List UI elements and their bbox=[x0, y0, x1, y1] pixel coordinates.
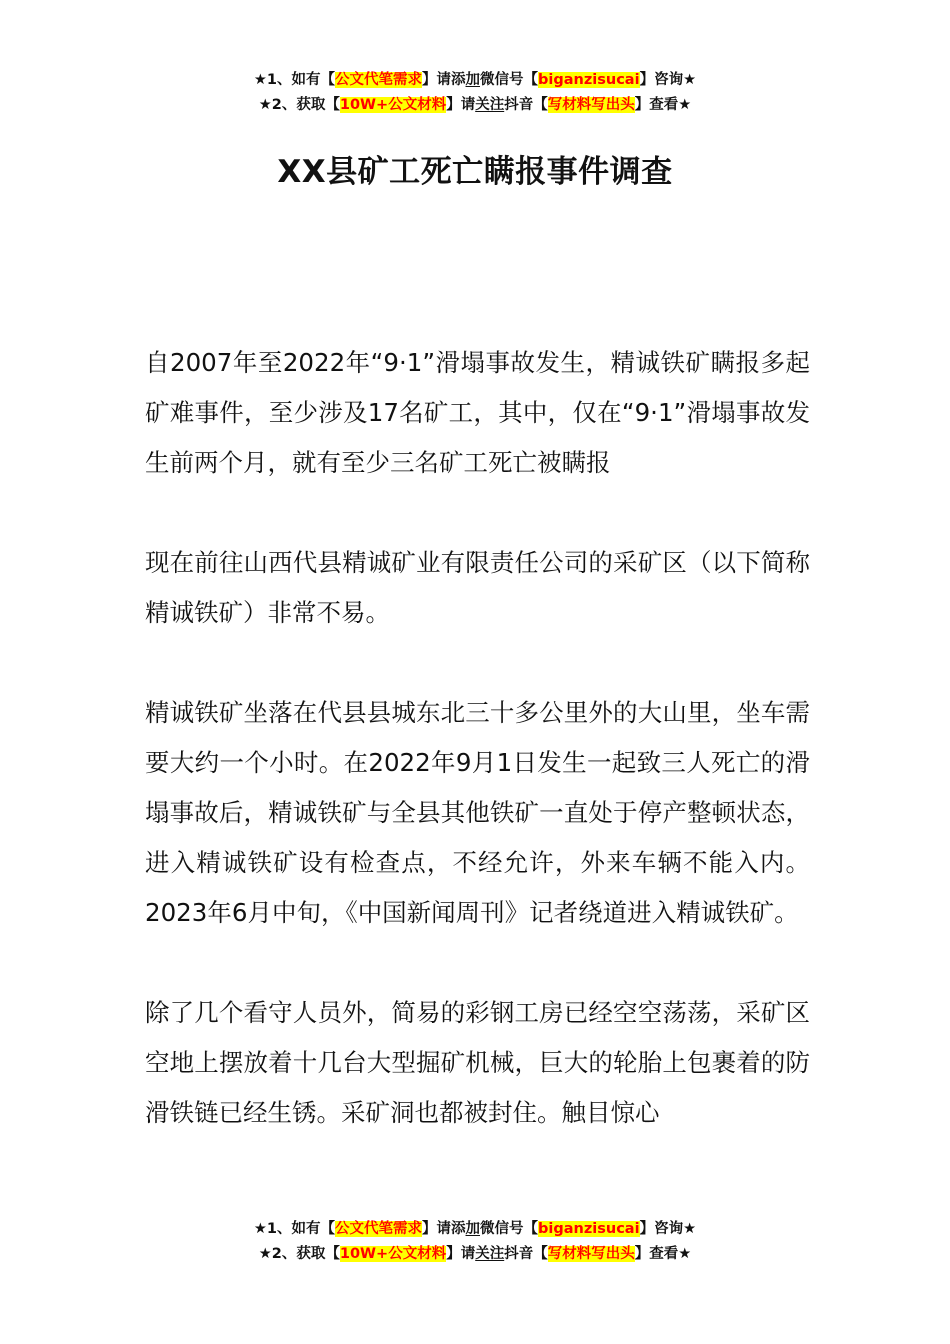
banner-highlight: 10W+公文材料 bbox=[339, 97, 447, 113]
banner-emphasis: 关注 bbox=[475, 97, 505, 113]
banner-highlight: 公文代笔需求 bbox=[335, 72, 423, 88]
banner-emphasis: 关注 bbox=[475, 1246, 505, 1262]
banner-text: ★2、获取【 bbox=[258, 97, 340, 113]
banner-wechat-id: biganzisucai bbox=[538, 72, 640, 88]
banner-highlight: 10W+公文材料 bbox=[339, 1246, 447, 1262]
document-body bbox=[145, 338, 810, 1188]
banner-text: 】查看★ bbox=[634, 1246, 692, 1262]
banner-text: 】请添 bbox=[422, 1221, 466, 1237]
banner-emphasis: 加 bbox=[465, 1221, 481, 1237]
banner-douyin-id: 写材料写出头 bbox=[547, 97, 635, 113]
banner-line-1 bbox=[0, 68, 950, 93]
footer-banner bbox=[0, 1217, 950, 1267]
banner-text: ★1、如有【 bbox=[253, 1221, 336, 1237]
banner-text: 微信号【 bbox=[480, 72, 539, 88]
banner-highlight: 公文代笔需求 bbox=[335, 1221, 423, 1237]
banner-douyin-id: 写材料写出头 bbox=[547, 1246, 635, 1262]
paragraph: 精诚铁矿坐落在代县县城东北三十多公里外的大山里，坐车需要大约一个小时。在2022年9月1日发生一起致三人死亡的滑塌事故后，精诚铁矿与全县其他铁矿一直处于停产整顿状态，进入精诚铁矿设有检查点，不经允许，外来车辆不能入内。2023年6月中旬，《中国新闻周刊》记者绕道进入精诚铁矿。 bbox=[145, 698, 810, 927]
banner-text: ★2、获取【 bbox=[258, 1246, 340, 1262]
paragraph: 除了几个看守人员外，简易的彩钢工房已经空空荡荡，采矿区空地上摆放着十几台大型掘矿机械，巨大的轮胎上包裹着的防滑铁链已经生锈。采矿洞也都被封住。触目惊心 bbox=[145, 998, 810, 1127]
banner-line-2 bbox=[0, 93, 950, 118]
banner-line-2 bbox=[0, 1242, 950, 1267]
banner-text: 抖音【 bbox=[504, 1246, 548, 1262]
banner-text: 抖音【 bbox=[504, 97, 548, 113]
banner-wechat-id: biganzisucai bbox=[538, 1221, 640, 1237]
banner-text: 】请添 bbox=[422, 72, 466, 88]
banner-text: 】咨询★ bbox=[639, 1221, 697, 1237]
banner-line-1 bbox=[0, 1217, 950, 1242]
document-title: XX县矿工死亡瞒报事件调查 bbox=[277, 154, 673, 190]
banner-text: 】咨询★ bbox=[639, 72, 697, 88]
paragraph: 自2007年至2022年“9·1”滑塌事故发生，精诚铁矿瞒报多起矿难事件，至少涉及17名矿工，其中，仅在“9·1”滑塌事故发生前两个月，就有至少三名矿工死亡被瞒报 bbox=[145, 348, 810, 477]
banner-text: ★1、如有【 bbox=[253, 72, 336, 88]
header-banner bbox=[0, 68, 950, 118]
banner-text: 】请 bbox=[446, 97, 476, 113]
banner-text: 微信号【 bbox=[480, 1221, 539, 1237]
banner-text: 】请 bbox=[446, 1246, 476, 1262]
banner-text: 】查看★ bbox=[634, 97, 692, 113]
banner-emphasis: 加 bbox=[465, 72, 481, 88]
paragraph: 现在前往山西代县精诚矿业有限责任公司的采矿区（以下简称精诚铁矿）非常不易。 bbox=[145, 548, 810, 627]
